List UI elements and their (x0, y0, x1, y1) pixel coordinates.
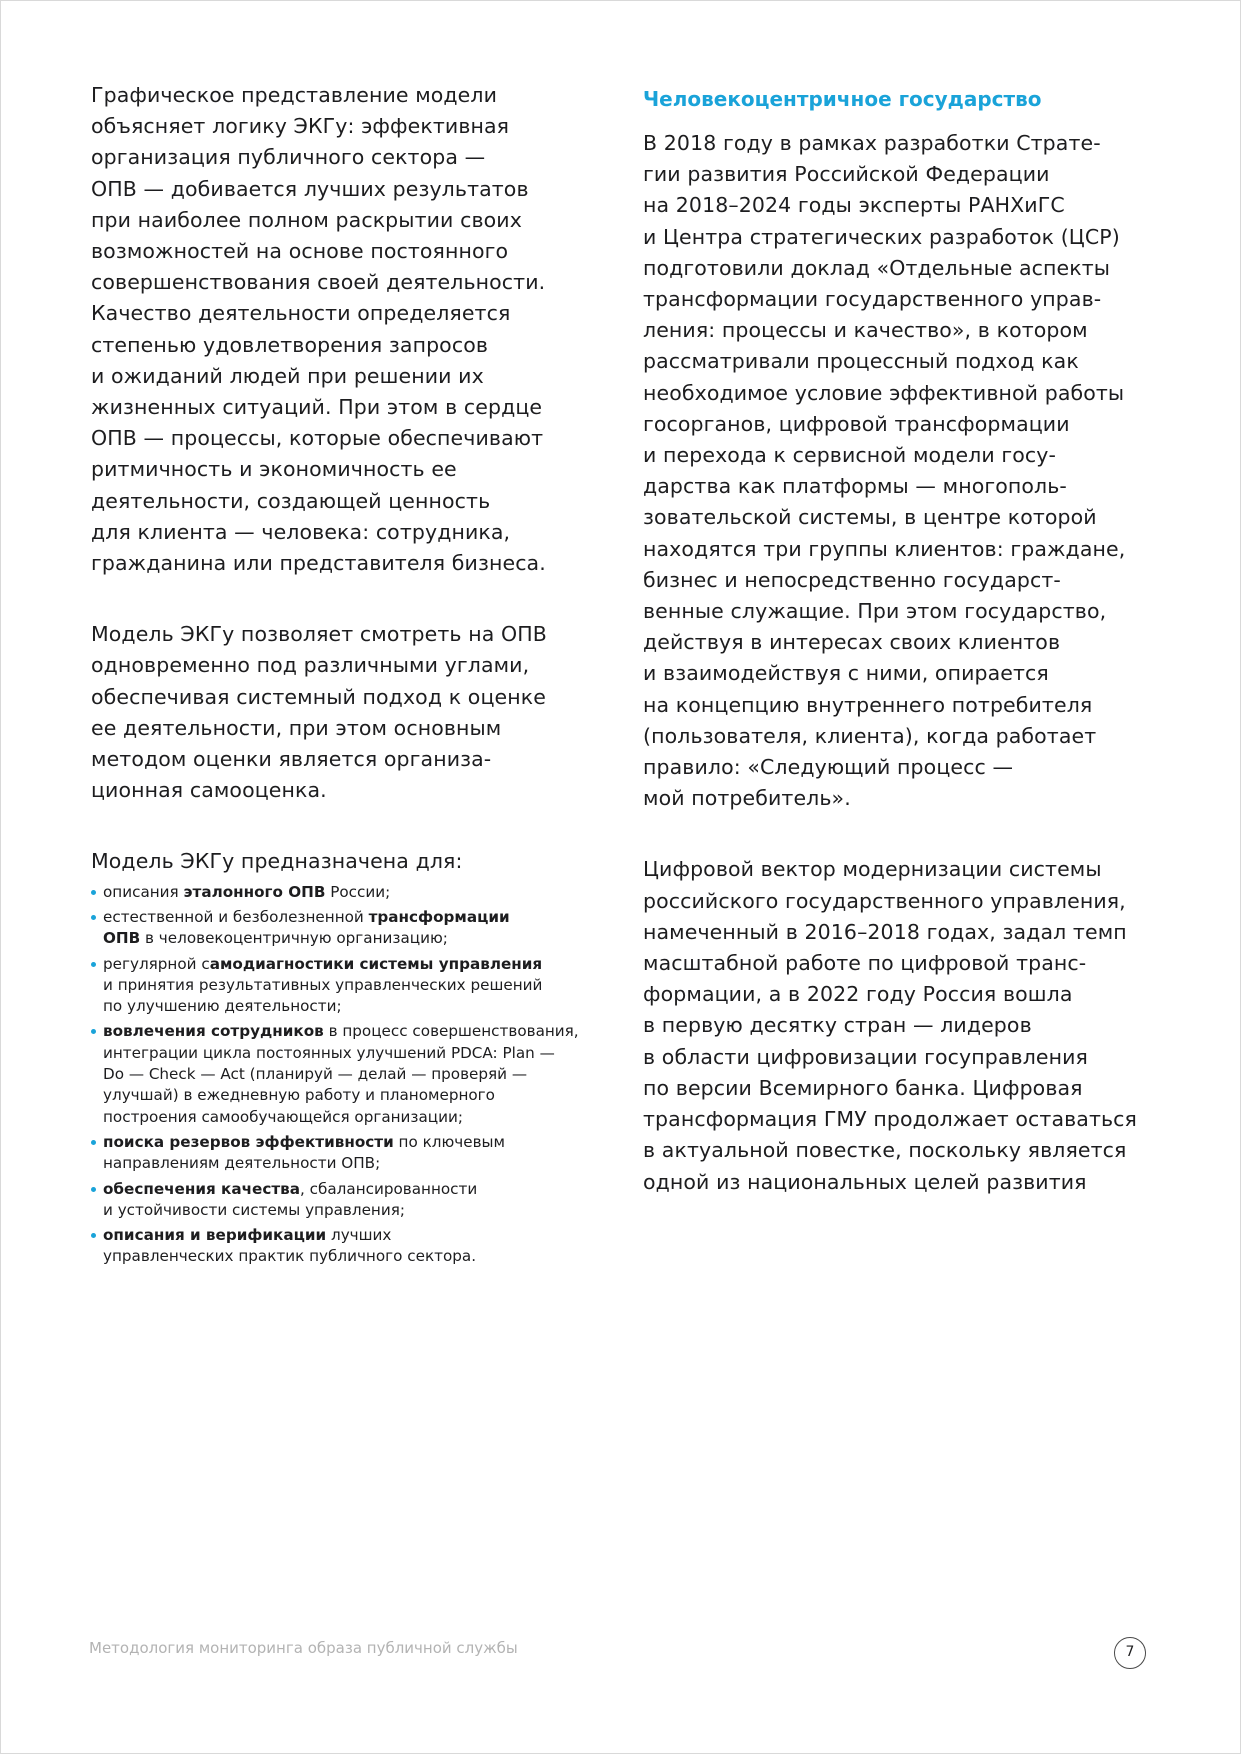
list-item (91, 1132, 591, 1175)
bullet-bold: вовлечения сотрудников (103, 1022, 324, 1041)
list-item (91, 1179, 591, 1222)
bullet-dot-icon (91, 1233, 96, 1238)
bullet-dot-icon (91, 1187, 96, 1192)
list-item (91, 1225, 591, 1268)
bullet-pre: регулярной с (103, 954, 210, 973)
right-paragraph-1: В 2018 году в рамках разработки Страте- гии развития Российской Федерации на 2018–2024 годы эксперты РАНХиГС и Центра стратегических разработок (ЦСР) подготовили доклад «Отдельные аспекты трансформации государственного управ- ления: процессы и качество», в котором рассматривали процессный подход как необходимое условие эффективной работы госорганов, цифровой трансформации и перехода к сервисной модели госу- дарства как платформы — многополь- зовательской системы, в центре которой находятся три группы клиентов: граждане, бизнес и непосредственно государст- венные служащие. При этом государство, действуя в интересах своих клиентов и взаимодействуя с ними, опирается на концепцию внутреннего потребителя (пользователя, клиента), когда работает правило: «Следующий процесс — мой потребитель». (643, 131, 1126, 811)
bullet-post: в человекоцентричную организацию; (140, 929, 448, 948)
bullet-pre: описания (103, 882, 184, 901)
right-column (643, 80, 1163, 1198)
bullet-dot-icon (91, 1140, 96, 1145)
left-column (91, 80, 591, 1272)
bullet-dot-icon (91, 915, 96, 920)
bullet-post: , сбалансированности и устойчивости системы управления; (103, 1179, 478, 1219)
bullet-post: России; (325, 882, 391, 901)
bullet-post: лучших управленческих практик публичного сектора. (103, 1226, 477, 1266)
bullet-bold: описания и верификации (103, 1226, 327, 1245)
bullet-bold: поиска резервов эффективности (103, 1132, 394, 1151)
bullet-pre: естественной и безболезненной (103, 907, 369, 926)
bullet-bold: трансформации ОПВ (103, 907, 510, 948)
bullet-dot-icon (91, 1029, 96, 1034)
list-item (91, 907, 591, 950)
page-number: 7 (1114, 1637, 1146, 1669)
bullet-dot-icon (91, 890, 96, 895)
list-item (91, 1021, 591, 1127)
list-item (91, 954, 591, 1018)
purpose-intro: Модель ЭКГу предназначена для: (91, 849, 463, 874)
bullet-bold: эталонного ОПВ (183, 882, 326, 901)
purpose-list (91, 882, 591, 1268)
right-paragraph-2: Цифровой вектор модернизации системы российского государственного управления, намеченный в 2016–2018 годах, задал темп масштабной работе по цифровой транс- формации, а в 2022 году Россия вошла в первую десятку стран — лидеров в области цифровизации госуправления по версии Всемирного банка. Цифровая трансформация ГМУ продолжает оставаться в актуальной повестке, поскольку является одной из национальных целей развития (643, 857, 1137, 1194)
list-item (91, 882, 591, 903)
bullet-dot-icon (91, 962, 96, 967)
bullet-bold: амодиагностики системы управления (209, 954, 543, 973)
section-heading: Человекоцентричное государство (643, 87, 1042, 111)
bullet-bold: обеспечения качества (103, 1179, 300, 1198)
bullet-post: в процесс совершенствования, интеграции цикла постоянных улучшений PDCA: Plan — Do — Check — Act (планируй — делай — проверяй — улучшай) в ежедневную работу и планомерного построения самообучающейся организации; (103, 1022, 579, 1126)
left-paragraph-2: Модель ЭКГу позволяет смотреть на ОПВ одновременно под различными углами, обеспечивая системный подход к оценке ее деятельности, при этом основным методом оценки является организа- ционная самооценка. (91, 622, 547, 803)
footer-title: Методология мониторинга образа публичной службы (89, 1639, 518, 1657)
bullet-post: и принятия результативных управленческих решений по улучшению деятельности; (103, 975, 543, 1016)
left-paragraph-1: Графическое представление модели объясняет логику ЭКГу: эффективная организация публичного сектора — ОПВ — добивается лучших результатов при наиболее полном раскрытии своих возможностей на основе постоянного совершенствования своей деятельности. Качество деятельности определяется степенью удовлетворения запросов и ожиданий людей при решении их жизненных ситуаций. При этом в сердце ОПВ — процессы, которые обеспечивают ритмичность и экономичность ее деятельности, создающей ценность для клиента — человека: сотрудника, гражданина или представителя бизнеса. (91, 83, 546, 576)
bullet-post: по ключевым направлениям деятельности ОПВ; (103, 1132, 505, 1173)
